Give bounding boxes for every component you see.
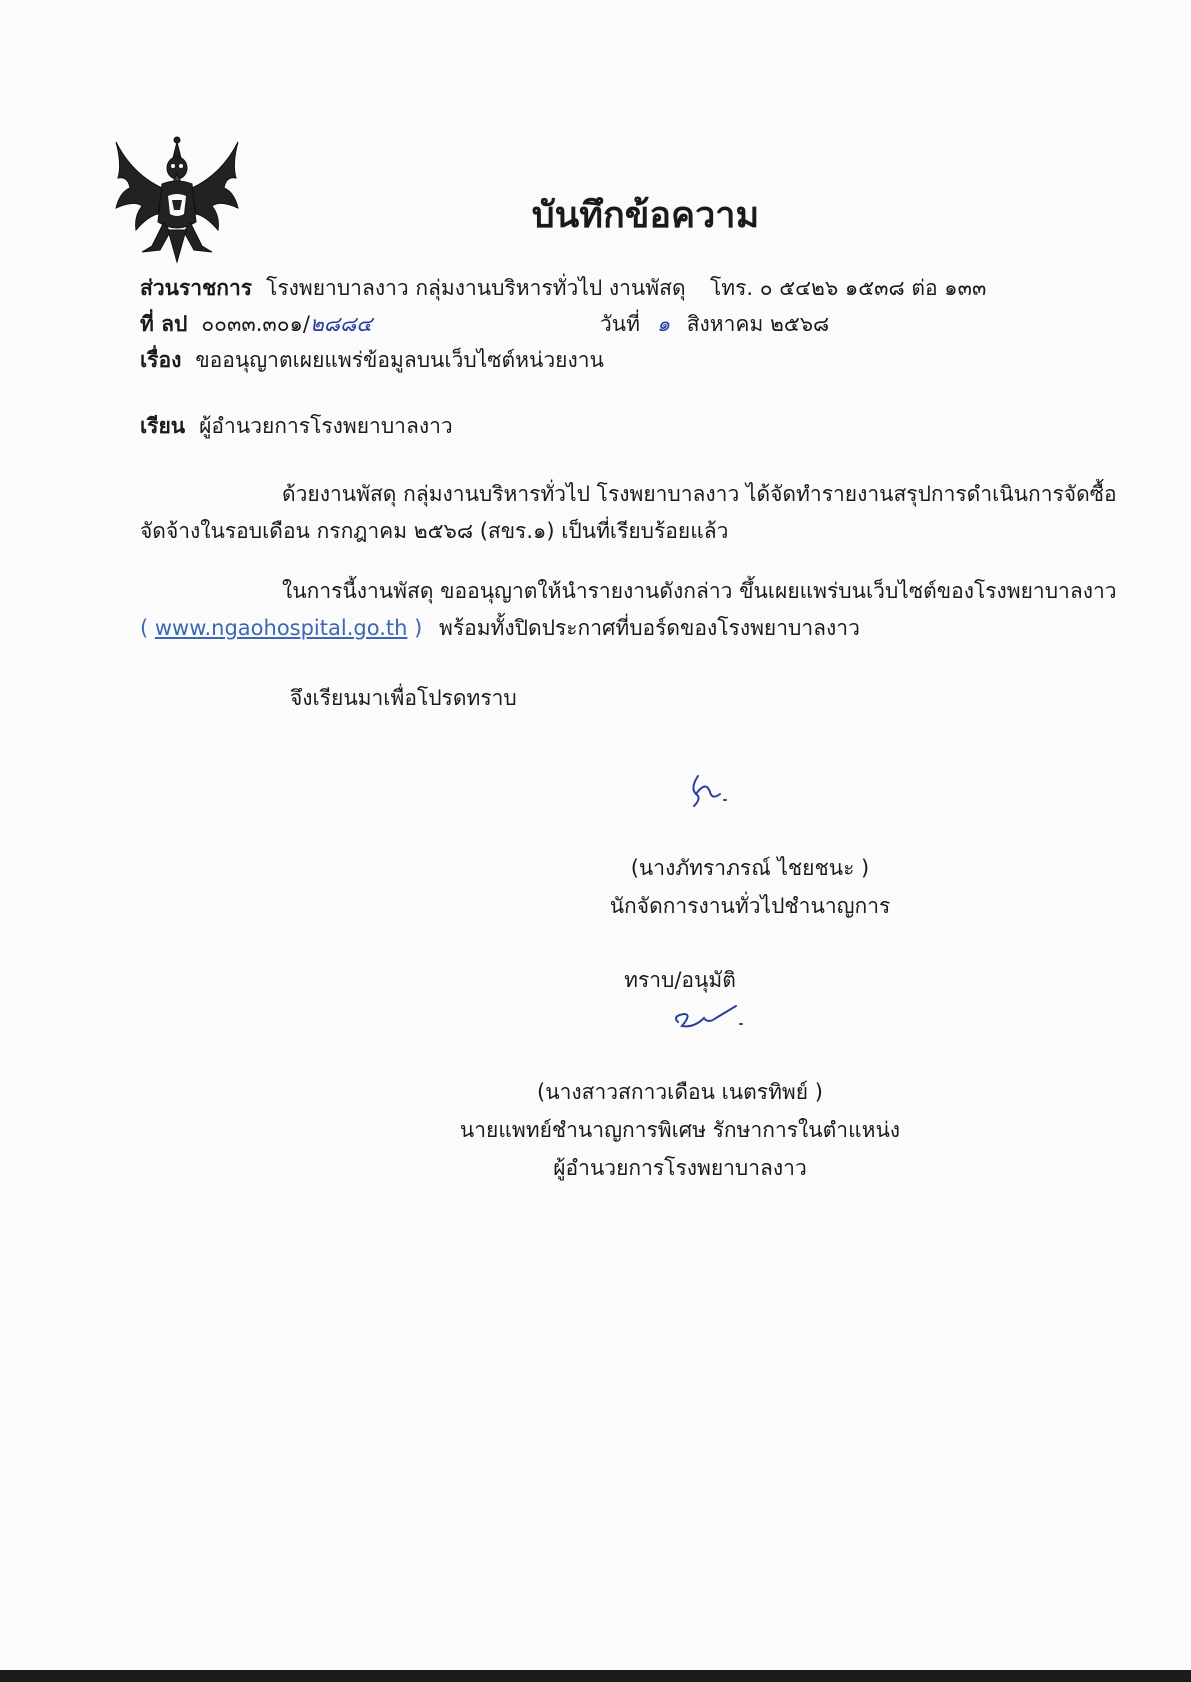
subject-line [140, 344, 604, 377]
reference-label: ที่ ลป [140, 312, 188, 336]
reference-line [140, 308, 372, 341]
paragraph2-line2 [140, 612, 860, 645]
signature-2-icon [664, 998, 754, 1038]
recipient-value: ผู้อำนวยการโรงพยาบาลงาว [199, 414, 453, 438]
link-paren-close: ) [407, 616, 423, 640]
date-label: วันที่ [600, 312, 640, 336]
signature-1-icon [680, 770, 740, 820]
subject-label: เรื่อง [140, 348, 182, 372]
recipient-line [140, 410, 453, 443]
scan-bottom-edge [0, 1670, 1191, 1682]
subject-value: ขออนุญาตเผยแพร่ข้อมูลบนเว็บไซต์หน่วยงาน [195, 348, 604, 372]
recipient-label: เรียน [140, 414, 186, 438]
date-day-handwritten: ๑ [656, 312, 671, 336]
signer1-name: (นางภัทราภรณ์ ไชยชนะ ) [630, 856, 870, 880]
agency-label: ส่วนราชการ [140, 276, 253, 300]
paragraph1-line2: จัดจ้างในรอบเดือน กรกฎาคม ๒๕๖๘ (สขร.๑) เป็นที่เรียบร้อยแล้ว [140, 519, 729, 543]
signer2-position-line1: นายแพทย์ชำนาญการพิเศษ รักษาการในตำแหน่ง [459, 1118, 901, 1142]
paragraph2-line1: ในการนี้งานพัสดุ ขออนุญาตให้นำรายงานดังกล่าว ขึ้นเผยแพร่บนเว็บไซต์ของโรงพยาบาลงาว [282, 579, 1117, 603]
closing-line: จึงเรียนมาเพื่อโปรดทราบ [290, 686, 517, 710]
reference-handwritten-number: ๒๘๘๔ [309, 312, 373, 336]
paragraph1-line1: ด้วยงานพัสดุ กลุ่มงานบริหารทั่วไป โรงพยาบาลงาว ได้จัดทำรายงานสรุปการดำเนินการจัดซื้อ [282, 482, 1117, 506]
signer2-name: (นางสาวสกาวเดือน เนตรทิพย์ ) [537, 1080, 823, 1104]
paragraph2-line2-rest: พร้อมทั้งปิดประกาศที่บอร์ดของโรงพยาบาลงาว [438, 616, 860, 640]
agency-line [140, 272, 686, 305]
memo-title: บันทึกข้อความ [531, 195, 760, 236]
signer1-position: นักจัดการงานทั่วไปชำนาญการ [609, 894, 891, 918]
approval-label: ทราบ/อนุมัติ [624, 968, 736, 992]
date-month-year: สิงหาคม ๒๕๖๘ [686, 312, 830, 336]
signer2-position-line2: ผู้อำนวยการโรงพยาบาลงาว [553, 1156, 807, 1180]
reference-prefix: ๐๐๓๓.๓๐๑/ [201, 312, 310, 336]
phone-number: โทร. ๐ ๕๔๒๖ ๑๕๓๘ ต่อ ๑๓๓ [710, 276, 987, 300]
website-link[interactable]: www.ngaohospital.go.th [154, 616, 408, 640]
date-line [600, 308, 829, 341]
link-paren-open: ( [140, 616, 155, 640]
agency-value: โรงพยาบาลงาว กลุ่มงานบริหารทั่วไป งานพัสดุ [266, 276, 686, 300]
